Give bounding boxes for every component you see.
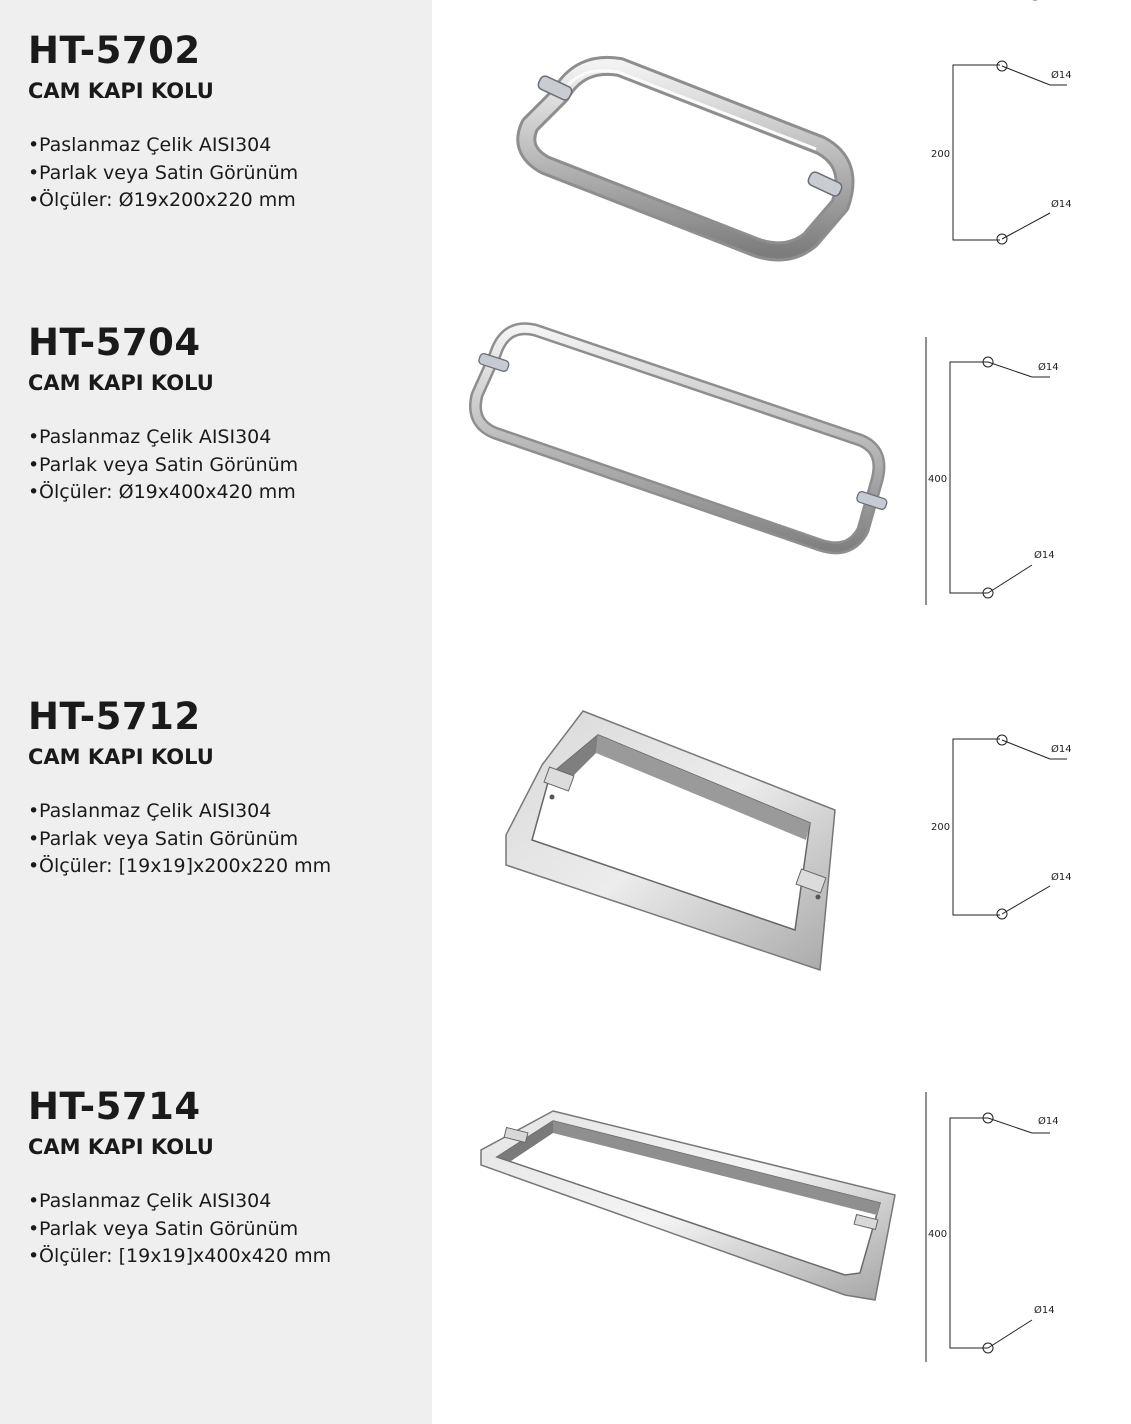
product-code: HT-5714: [28, 1085, 201, 1128]
spec-finish: •Parlak veya Satin Görünüm: [28, 1217, 299, 1240]
spec-dimensions: •Ölçüler: [19x19]x200x220 mm: [28, 855, 332, 877]
diameter-label-bottom: Ø14: [1034, 1305, 1055, 1316]
product-ht-5704: [28, 322, 428, 507]
height-label: 400: [928, 1229, 948, 1240]
diameter-label-bottom: Ø14: [1051, 872, 1072, 883]
diameter-label-top: Ø14: [1051, 744, 1072, 755]
spec-material: •Paslanmaz Çelik AISI304: [28, 134, 272, 156]
corner-mark: [1023, 0, 1047, 2]
round-handle-short-image: [500, 45, 870, 270]
spec-dimensions: •Ölçüler: [19x19]x400x420 mm: [28, 1245, 332, 1267]
spec-list: [28, 1188, 428, 1271]
height-label: 200: [931, 822, 951, 833]
spec-material: •Paslanmaz Çelik AISI304: [28, 426, 272, 448]
product-subtitle: CAM KAPI KOLU: [28, 745, 214, 769]
spec-material: •Paslanmaz Çelik AISI304: [28, 1190, 272, 1212]
product-code: HT-5704: [28, 321, 201, 364]
technical-drawing-ht-5712: [925, 720, 1085, 940]
spec-dimensions: •Ölçüler: Ø19x400x420 mm: [28, 481, 296, 503]
product-subtitle: CAM KAPI KOLU: [28, 79, 214, 103]
diameter-label-bottom: Ø14: [1034, 550, 1055, 561]
product-subtitle: CAM KAPI KOLU: [28, 371, 214, 395]
height-label: 200: [931, 149, 951, 160]
technical-drawing-ht-5702: [925, 45, 1085, 265]
spec-list: [28, 424, 428, 507]
round-handle-long-image: [465, 315, 895, 565]
spec-dimensions: •Ölçüler: Ø19x200x220 mm: [28, 189, 296, 211]
square-handle-long-image: [475, 1105, 900, 1305]
spec-finish: •Parlak veya Satin Görünüm: [28, 827, 299, 850]
diameter-label-top: Ø14: [1038, 362, 1059, 373]
spec-finish: •Parlak veya Satin Görünüm: [28, 453, 299, 476]
technical-drawing-ht-5704: [920, 335, 1080, 610]
technical-drawing-ht-5714: [920, 1090, 1080, 1365]
diameter-label-bottom: Ø14: [1051, 199, 1072, 210]
diameter-label-top: Ø14: [1038, 1116, 1059, 1127]
diameter-label-top: Ø14: [1051, 70, 1072, 81]
product-ht-5712: [28, 696, 428, 881]
spec-list: [28, 132, 428, 215]
square-handle-short-image: [500, 705, 845, 980]
product-subtitle: CAM KAPI KOLU: [28, 1135, 214, 1159]
spec-list: [28, 798, 428, 881]
spec-finish: •Parlak veya Satin Görünüm: [28, 161, 299, 184]
product-ht-5714: [28, 1086, 428, 1271]
product-ht-5702: [28, 30, 428, 215]
product-code: HT-5702: [28, 29, 201, 72]
spec-material: •Paslanmaz Çelik AISI304: [28, 800, 272, 822]
height-label: 400: [928, 474, 948, 485]
product-code: HT-5712: [28, 695, 201, 738]
